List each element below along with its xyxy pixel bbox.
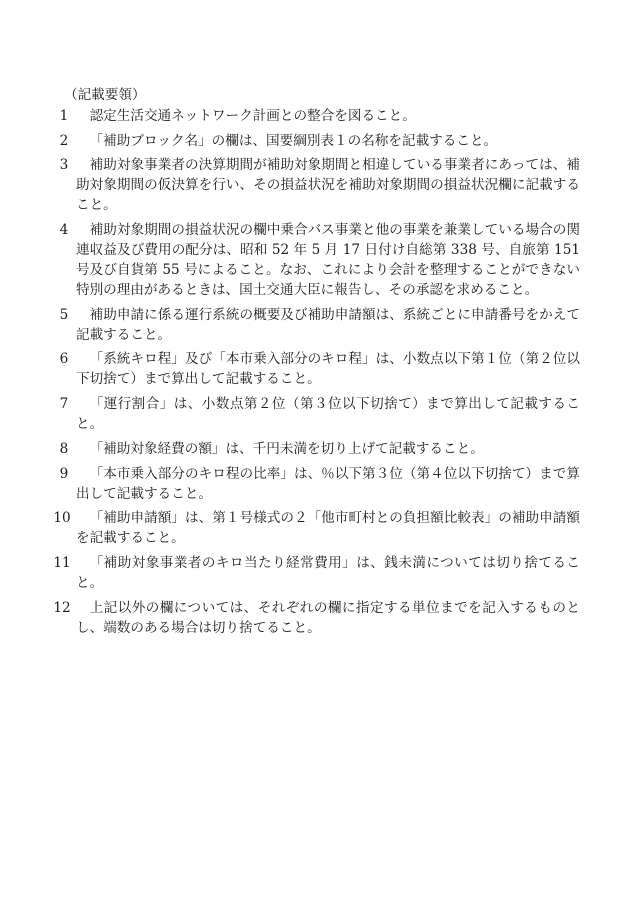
instruction-list	[53, 106, 580, 642]
item-number: 1	[59, 108, 69, 124]
item-number: 10	[53, 510, 71, 527]
item-text: 認定生活交通ネットワーク計画との整合を図ること。	[89, 108, 416, 124]
item-text: 「補助ブロック名」の欄は、国要綱別表１の名称を記載すること。	[89, 132, 498, 149]
instruction-item-10	[53, 508, 580, 548]
instruction-item-5	[56, 305, 580, 345]
instruction-item-11	[53, 553, 580, 593]
instruction-item-2	[56, 131, 580, 151]
item-number: 7	[59, 396, 69, 413]
instruction-item-1	[56, 106, 580, 126]
item-text: 「系統キロ程」及び「本市乗入部分のキロ程」は、小数点以下第１位（第２位以下切捨て）まで算出して記載すること。	[76, 351, 580, 388]
item-number: 2	[59, 132, 69, 149]
instruction-item-6	[56, 349, 580, 389]
item-text: 補助申請に係る運行系統の概要及び補助申請額は、系統ごとに申請番号をかえて記載すること。	[76, 306, 580, 343]
item-number: 9	[59, 465, 69, 482]
instruction-item-12	[53, 598, 580, 638]
instruction-item-9	[56, 464, 580, 504]
item-number: 6	[59, 351, 69, 368]
item-text: 「補助対象事業者のキロ当たり経常費用」は、銭未満については切り捨てること。	[76, 554, 580, 591]
instruction-item-8	[56, 439, 580, 459]
item-text: 「運行割合」は、小数点第２位（第３位以下切捨て）まで算出して記載すること。	[76, 396, 580, 433]
item-text: 補助対象事業者の決算期間が補助対象期間と相違している事業者にあっては、補助対象期間の仮決算を行い、その損益状況を補助対象期間の損益状況欄に記載すること。	[76, 157, 580, 214]
item-text: 上記以外の欄については、それぞれの欄に指定する単位までを記入するものとし、端数のある場合は切り捨てること。	[76, 599, 580, 636]
instruction-item-4	[56, 220, 580, 300]
item-number: 4	[59, 222, 69, 239]
item-number: 11	[53, 554, 71, 571]
item-number: 3	[59, 157, 69, 174]
section-heading: （記載要領）	[64, 87, 146, 103]
item-text: 「本市乗入部分のキロ程の比率」は、％以下第３位（第４位以下切捨て）まで算出して記載すること。	[76, 465, 580, 502]
item-number: 5	[59, 306, 69, 323]
item-text: 「補助申請額」は、第１号様式の２「他市町村との負担額比較表」の補助申請額を記載すること。	[76, 510, 580, 547]
item-text: 「補助対象経費の額」は、千円未満を切り上げて記載すること。	[89, 440, 484, 457]
item-number: 8	[59, 440, 69, 457]
item-number: 12	[53, 599, 71, 616]
instruction-item-7	[56, 394, 580, 434]
instruction-item-3	[56, 155, 580, 215]
item-text: 補助対象期間の損益状況の欄中乗合バス事業と他の事業を兼業している場合の関連収益及び費用の配分は、昭和 52 年 5 月 17 日付け自総第 338 号、自旅第 151 号及び自貨第 55 号によること。なお、これにより会計を整理することができない特別の理由があるときは、国土交通大臣に報告し、その承認を求めること。	[76, 222, 580, 299]
